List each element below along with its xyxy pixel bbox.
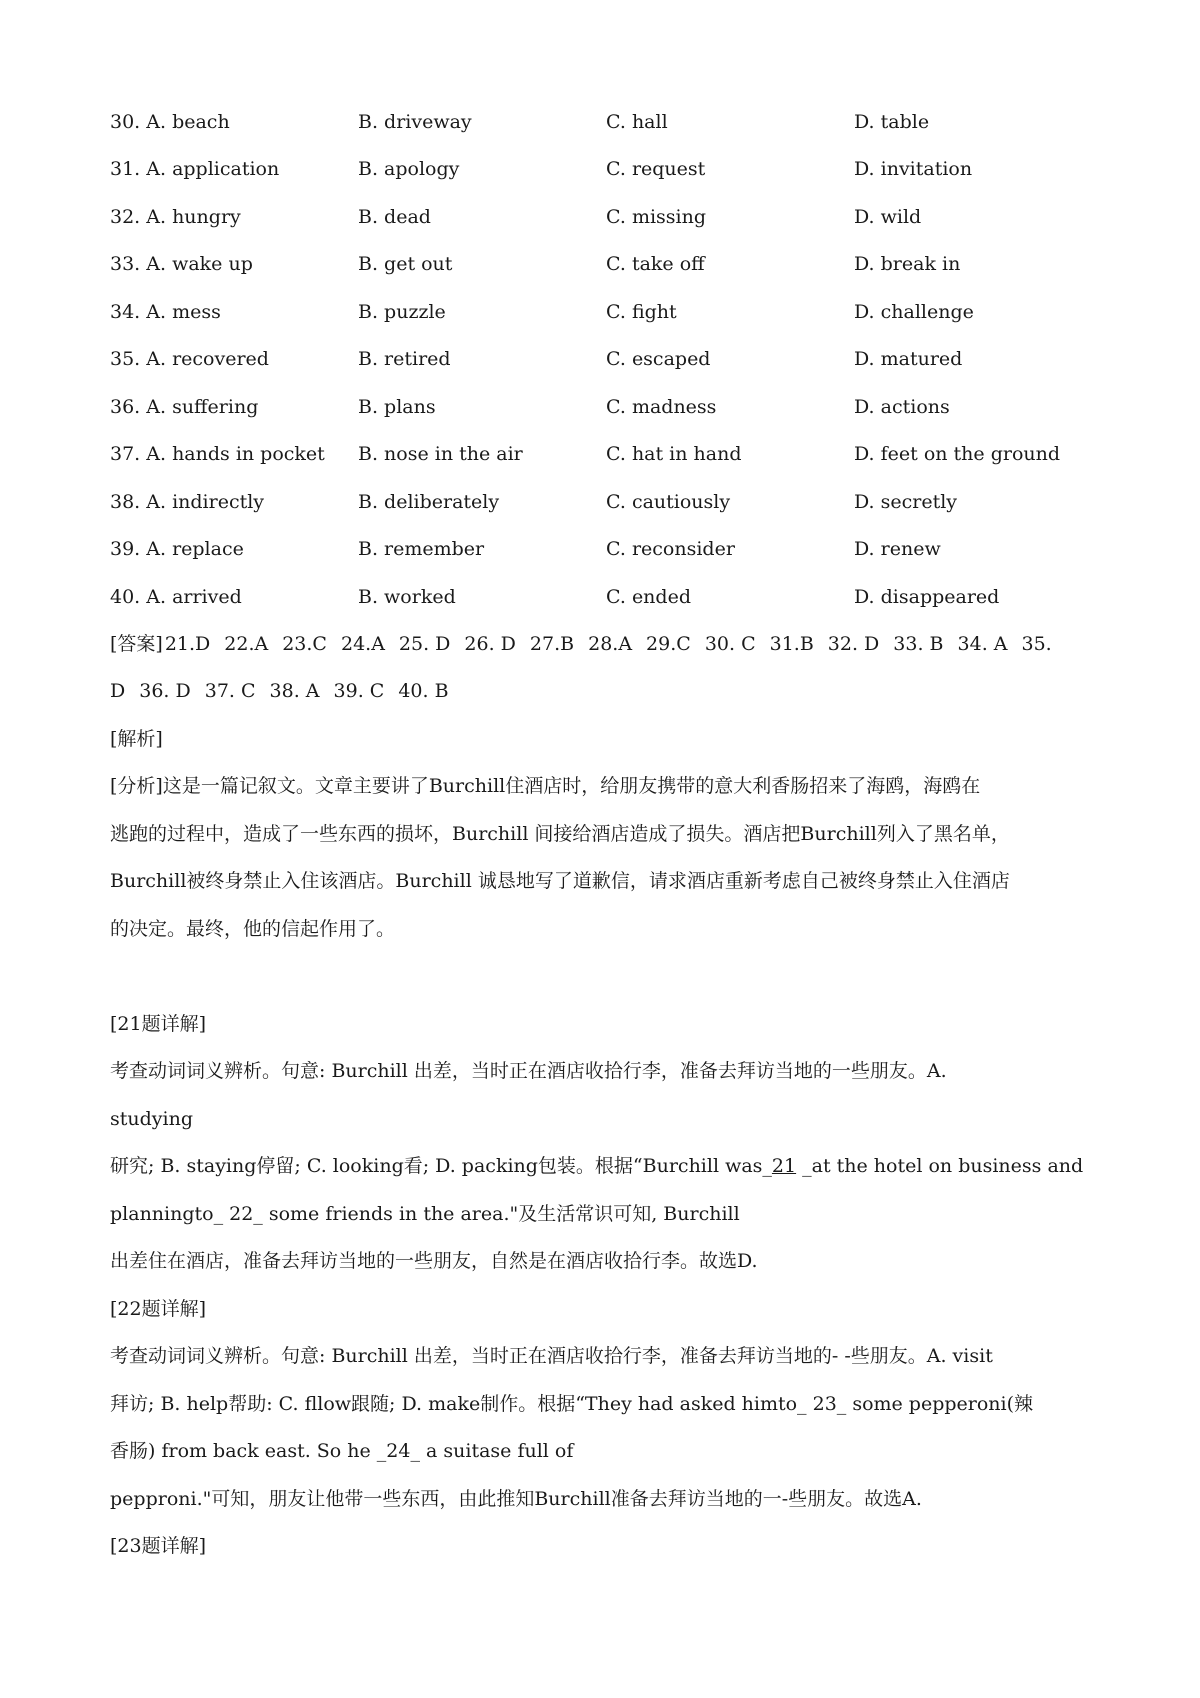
answer-item: 21.D [164, 632, 211, 655]
option-d: D. wild [854, 205, 922, 228]
option-d: D. actions [854, 395, 950, 418]
analysis-line: 逃跑的过程中，造成了一些东西的损坏，Burchill 间接给酒店造成了损失。酒店把Burchill列入了黑名单， [110, 822, 1010, 845]
option-a [110, 301, 358, 323]
answer-label: [答案] [110, 632, 163, 655]
option-a [110, 206, 358, 228]
option-d: D. break in [854, 253, 961, 276]
option-c: C. fight [606, 300, 677, 323]
question-number: 32. [110, 205, 141, 228]
detail-21-heading: [21题详解] [110, 1012, 207, 1035]
option-b: B. deliberately [358, 490, 500, 513]
option-b: B. plans [358, 395, 436, 418]
option-a [110, 396, 358, 418]
option-a-text: A. recovered [146, 348, 269, 371]
option-a-text: A. beach [146, 110, 230, 133]
question-number: 36. [110, 395, 141, 418]
option-d: D. invitation [854, 158, 973, 181]
document-content [110, 98, 1100, 1571]
option-d: D. secretly [854, 490, 958, 513]
detail-21-line: 考查动词词义辨析。句意: Burchill 出差，当时正在酒店收拾行李，准备去拜访当地的一些朋友。A. [110, 1060, 947, 1082]
answer-item: 30. C [704, 632, 756, 655]
option-a [110, 111, 358, 133]
option-b: B. puzzle [358, 300, 446, 323]
option-b: B. remember [358, 538, 485, 561]
detail-21-text: _at the hotel on business and [796, 1155, 1084, 1177]
option-a-text: A. application [146, 158, 280, 181]
detail-22-line: 考查动词词义辨析。句意: Burchill 出差，当时正在酒店收拾行李，准备去拜访当地的- -些朋友。A. visit [110, 1345, 993, 1367]
question-number: 35. [110, 348, 141, 371]
option-b: B. driveway [358, 110, 472, 133]
question-row [110, 98, 1100, 146]
answer-key-values [163, 633, 1066, 655]
question-number: 39. [110, 538, 141, 561]
option-a [110, 158, 358, 180]
option-c: C. ended [606, 585, 691, 608]
option-a-text: A. mess [146, 300, 221, 323]
option-d: D. challenge [854, 300, 974, 323]
question-number: 37. [110, 443, 141, 466]
option-a-text: A. hands in pocket [146, 443, 325, 466]
question-options-list [110, 98, 1100, 621]
question-number: 40. [110, 585, 141, 608]
option-b: B. retired [358, 348, 451, 371]
option-d: D. feet on the ground [854, 443, 1061, 466]
analysis-line: [分析]这是一篇记叙文。文章主要讲了Burchill住酒店时，给朋友携带的意大利香肠招来了海鸥，海鸥在 [110, 775, 981, 797]
detail-22-line: 拜访; B. help帮助: C. fllow跟随; D. make制作。根据“They had asked himto_ 23_ some pepperoni(辣 [110, 1392, 1034, 1415]
question-number: 33. [110, 253, 141, 276]
option-b: B. dead [358, 205, 431, 228]
option-c: C. take off [606, 253, 705, 276]
question-row [110, 193, 1100, 241]
answer-key-line-1 [110, 621, 1100, 669]
question-row [110, 336, 1100, 384]
option-c: C. missing [606, 205, 707, 228]
answer-item: 36. D [139, 680, 191, 702]
answer-item: 22.A [224, 632, 269, 655]
detail-21-line: planningto_ 22_ some friends in the area."及生活常识可知, Burchill [110, 1202, 740, 1225]
answer-item: 34. A [957, 632, 1008, 655]
detail-21-line: 出差住在酒店，准备去拜访当地的一些朋友，自然是在酒店收拾行李。故选D. [110, 1250, 758, 1272]
option-b: B. nose in the air [358, 443, 523, 466]
option-a-text: A. indirectly [146, 490, 265, 513]
answer-item: 31.B [769, 632, 814, 655]
option-a [110, 443, 358, 465]
detail-21-line: studying [110, 1107, 193, 1130]
option-a-text: A. wake up [146, 253, 253, 276]
option-a [110, 491, 358, 513]
option-c: C. escaped [606, 348, 711, 371]
option-b: B. get out [358, 253, 453, 276]
option-c: C. madness [606, 395, 717, 418]
option-c: C. hat in hand [606, 443, 742, 466]
answer-item: 26. D [464, 632, 516, 655]
answer-item: 27.B [529, 632, 575, 655]
question-row [110, 288, 1100, 336]
answer-item: 24.A [340, 632, 385, 655]
answer-item: 39. C [333, 680, 385, 702]
option-a-text: A. arrived [146, 585, 242, 608]
analysis-line: 的决定。最终，他的信起作用了。 [110, 917, 396, 940]
blank-number: 21 [771, 1155, 797, 1177]
detail-21-text: 研究; B. staying停留; C. looking看; D. packing包装。根据“Burchill was_ [110, 1155, 772, 1177]
answer-key-line-2 [110, 668, 1100, 716]
option-c: C. cautiously [606, 490, 731, 513]
question-row [110, 526, 1100, 574]
paragraph-gap [110, 953, 1100, 1001]
question-number: 30. [110, 110, 141, 133]
option-d: D. table [854, 110, 930, 133]
detail-22-heading: [22题详解] [110, 1297, 207, 1320]
detail-23-heading: [23题详解] [110, 1535, 207, 1557]
option-a-text: A. hungry [146, 205, 241, 228]
answer-item: 29.C [646, 632, 691, 655]
question-number: 34. [110, 300, 141, 323]
option-a [110, 253, 358, 275]
option-c: C. request [606, 158, 706, 181]
option-a [110, 586, 358, 608]
option-d: D. renew [854, 538, 941, 561]
answer-item: 35. [1021, 632, 1052, 655]
answer-item: 23.C [282, 632, 327, 655]
answer-item: 33. B [893, 632, 944, 655]
detail-22-line: pepproni."可知，朋友让他带一些东西，由此推知Burchill准备去拜访当地的一-些朋友。故选A. [110, 1487, 922, 1510]
option-a-text: A. replace [146, 538, 244, 561]
option-b: B. worked [358, 585, 456, 608]
question-row [110, 478, 1100, 526]
answer-item: 28.A [588, 632, 633, 655]
question-row [110, 146, 1100, 194]
option-a [110, 348, 358, 370]
analysis-heading: [解析] [110, 727, 163, 750]
answer-item: 37. C [204, 680, 256, 702]
option-d: D. matured [854, 348, 963, 371]
answer-item: 32. D [827, 632, 880, 655]
answer-item: 25. D [398, 632, 451, 655]
question-number: 31. [110, 158, 141, 181]
option-d: D. disappeared [854, 585, 1000, 608]
answer-item: D [110, 680, 126, 702]
question-row [110, 431, 1100, 479]
question-row [110, 241, 1100, 289]
option-a [110, 538, 358, 560]
answer-item: 38. A [269, 680, 320, 702]
detail-21-line [110, 1143, 1100, 1191]
answer-item: 40. B [398, 680, 449, 702]
option-b: B. apology [358, 158, 460, 181]
option-a-text: A. suffering [146, 395, 259, 418]
question-number: 38. [110, 490, 141, 513]
question-row [110, 383, 1100, 431]
analysis-line: Burchill被终身禁止入住该酒店。Burchill 诚恳地写了道歉信，请求酒店重新考虑自己被终身禁止入住酒店 [110, 870, 1010, 892]
option-c: C. hall [606, 110, 668, 133]
option-c: C. reconsider [606, 538, 735, 561]
question-row [110, 573, 1100, 621]
detail-22-line: 香肠) from back east. So he _24_ a suitase full of [110, 1440, 574, 1462]
